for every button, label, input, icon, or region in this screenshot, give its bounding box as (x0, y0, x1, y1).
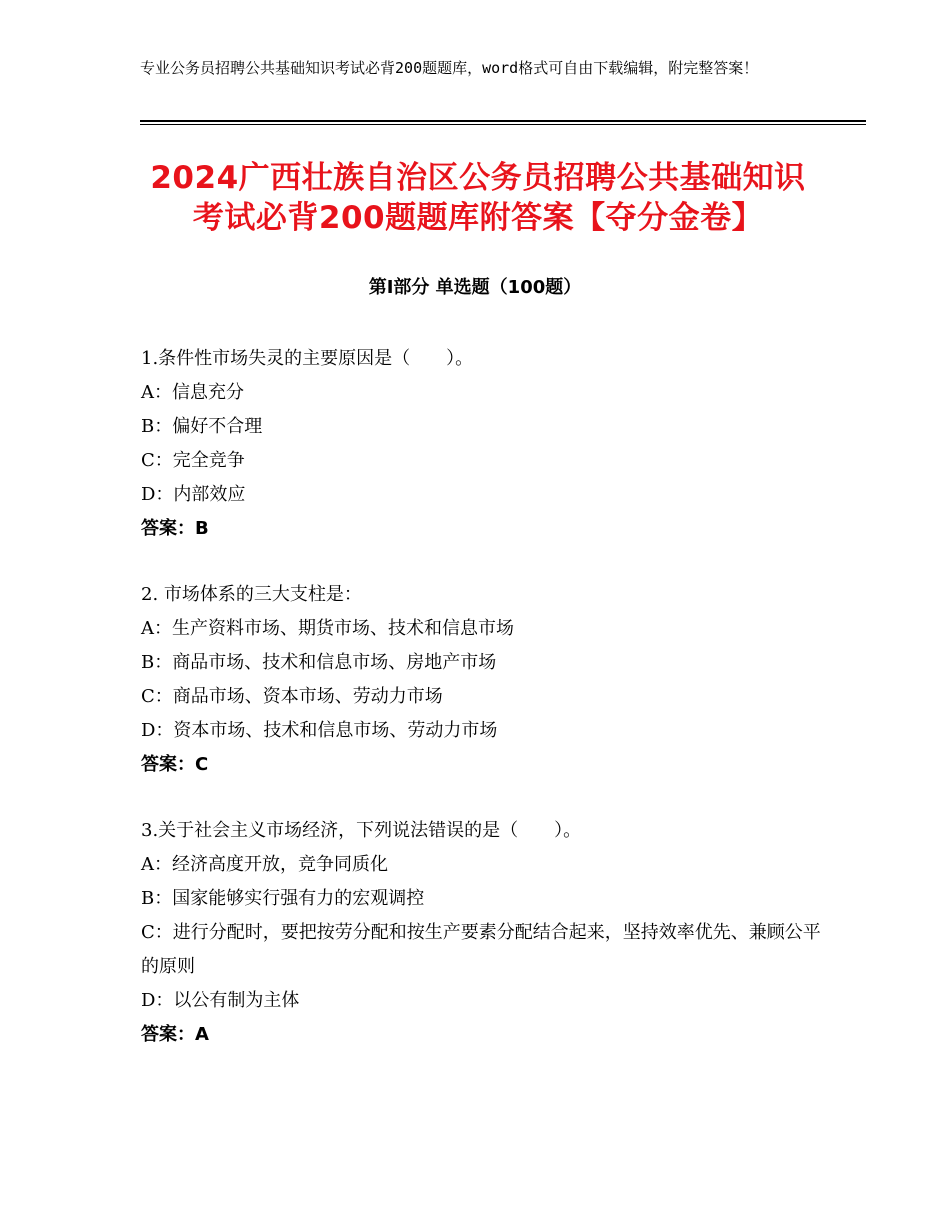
question-1 (141, 342, 821, 546)
option-a: A：生产资料市场、期货市场、技术和信息市场 (141, 618, 514, 639)
question-stem: 3.关于社会主义市场经济，下列说法错误的是（ ）。 (141, 820, 582, 841)
option-a: A：经济高度开放，竞争同质化 (141, 854, 388, 875)
option-c: C：完全竞争 (141, 450, 245, 471)
option-b: B：国家能够实行强有力的宏观调控 (141, 888, 425, 909)
question-stem: 1.条件性市场失灵的主要原因是（ ）。 (141, 348, 474, 369)
document-title: 2024广西壮族自治区公务员招聘公共基础知识考试必背200题题库附答案【夺分金卷】 (150, 160, 806, 236)
question-2 (141, 578, 821, 782)
question-stem: 2. 市场体系的三大支柱是： (141, 584, 362, 605)
question-3 (141, 814, 821, 1052)
question-list (141, 342, 821, 1084)
option-c: C：商品市场、资本市场、劳动力市场 (141, 686, 443, 707)
option-d: D：内部效应 (141, 484, 246, 505)
answer-label: 答案：C (141, 754, 209, 775)
option-a: A：信息充分 (141, 382, 244, 403)
divider-thick-line (140, 120, 866, 122)
option-d: D：资本市场、技术和信息市场、劳动力市场 (141, 720, 498, 741)
header-divider (140, 120, 866, 126)
answer-label: 答案：B (141, 518, 209, 539)
divider-thin-line (140, 124, 866, 125)
option-b: B：商品市场、技术和信息市场、房地产市场 (141, 652, 497, 673)
option-c: C：进行分配时，要把按劳分配和按生产要素分配结合起来，坚持效率优先、兼顾公平的原则 (141, 922, 821, 977)
answer-label: 答案：A (141, 1024, 209, 1045)
header-note: 专业公务员招聘公共基础知识考试必背200题题库，word格式可自由下载编辑，附完整答案！ (140, 59, 759, 77)
section-title: 第Ⅰ部分 单选题（100题） (368, 277, 582, 298)
option-b: B：偏好不合理 (141, 416, 263, 437)
option-d: D：以公有制为主体 (141, 990, 300, 1011)
